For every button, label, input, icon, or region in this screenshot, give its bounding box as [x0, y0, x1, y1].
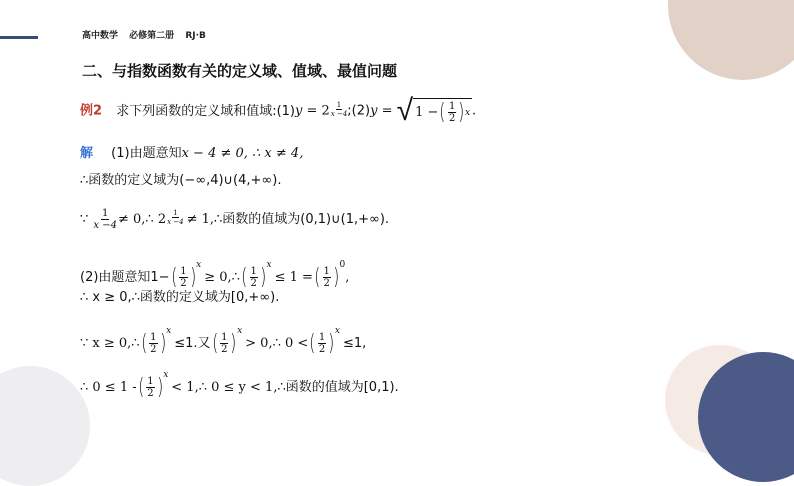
solution-line-3	[80, 208, 389, 231]
solution-l6-b: ≤1.又	[174, 336, 211, 351]
solution-label: 解	[80, 146, 94, 161]
exponent-fraction: $\frac{1}{x -4}$	[330, 100, 348, 118]
solution-l4-text: (2)由题意知1−	[80, 270, 170, 285]
example-prompt: 求下列函数的定义域和值域:(1)	[116, 103, 295, 119]
solution-l4-le: ≤ 1 =	[274, 270, 313, 285]
solution-line-6: ∵ x ≥ 0,∴ ( $\frac{1}{2}$ ) $^x$≤1.又 ( $\frac{1}{2}$ ) $^x$> 0,∴ 0 < ( $\frac{1}{2}$ ) $^x$≤1,	[80, 326, 367, 356]
because-symbol: ∵	[80, 212, 89, 227]
solution-l1-math: x − 4 ≠ 0, ∴ x ≠ 4,	[181, 146, 304, 161]
page-header	[82, 28, 214, 41]
sqrt-expression: √ 1 − ( $\frac{1}{2}$ ) x	[396, 93, 471, 128]
header-accent-bar	[0, 36, 38, 39]
solution-line-4: (2)由题意知1− ( $\frac{1}{2}$ ) $^x$≥ 0,∴ ( $\frac{1}{2}$ ) $^x$≤ 1 = ( $\frac{1}{2}$ ) $^0$,	[80, 260, 350, 290]
solution-l4-ge0: ≥ 0,∴	[204, 270, 240, 285]
solution-line-2: ∴函数的定义域为(−∞,4)∪(4,+∞).	[80, 173, 282, 188]
solution-l6-c: > 0,∴ 0 <	[245, 336, 309, 351]
example-line: 例2 求下列函数的定义域和值域:(1)y = 2 $\frac{1}{x -4}$ ;(2)y = √ 1 − ( $\frac{1}{2}$ ) x .	[80, 93, 477, 128]
solution-l1-text: (1)由题意知	[111, 146, 182, 161]
example-label: 例2	[80, 103, 103, 119]
solution-l6-a: ∵ x ≥ 0,∴	[80, 336, 140, 351]
solution-l7-text: ∴函数的值域为[0,1).	[277, 380, 399, 395]
half-paren-5: ( $\frac{1}{2}$ )	[211, 330, 237, 356]
decorative-circle-top-right	[668, 0, 794, 80]
half-paren-6: ( $\frac{1}{2}$ )	[309, 330, 335, 356]
solution-line-7: ∴ 0 ≤ 1 - ( $\frac{1}{2}$ ) $^x$< 1,∴ 0 ≤ y < 1,∴函数的值域为[0,1).	[80, 370, 399, 400]
solution-line-1	[80, 145, 303, 163]
section-title: 二、与指数函数有关的定义域、值域、最值问题	[82, 62, 398, 80]
solution-l3-text: ∴函数的值域为(0,1)∪(1,+∞).	[214, 212, 390, 227]
exponent-fraction-2: $\frac{1}{x -4}$	[167, 209, 184, 226]
fraction-1-over-x-minus-4: $\frac{1}{x -4}$	[93, 208, 117, 231]
half-paren-4: ( $\frac{1}{2}$ )	[140, 330, 166, 356]
half-paren-2: ( $\frac{1}{2}$ )	[241, 264, 267, 290]
header-book: 必修第二册	[129, 31, 175, 41]
example-part2: ;(2)	[347, 103, 371, 119]
solution-l7-b: < 1,∴ 0 ≤ y < 1,	[171, 380, 278, 395]
solution-l3-ne1: ≠ 1,	[186, 212, 215, 227]
header-edition: RJ·B	[185, 31, 206, 41]
solution-l3-mid: ≠ 0,∴ 2	[117, 212, 167, 227]
math-y: y	[294, 103, 303, 119]
solution-line-5: ∴ x ≥ 0,∴函数的定义域为[0,+∞).	[80, 290, 280, 305]
half-paren-3: ( $\frac{1}{2}$ )	[314, 264, 340, 290]
decorative-circle-bottom-left	[0, 366, 90, 486]
solution-l6-d: ≤1,	[342, 336, 367, 351]
half-paren-1: ( $\frac{1}{2}$ )	[170, 264, 196, 290]
solution-l7-a: ∴ 0 ≤ 1 -	[80, 380, 137, 395]
header-subject: 高中数学	[82, 31, 119, 41]
half-paren-7: ( $\frac{1}{2}$ )	[137, 374, 163, 400]
